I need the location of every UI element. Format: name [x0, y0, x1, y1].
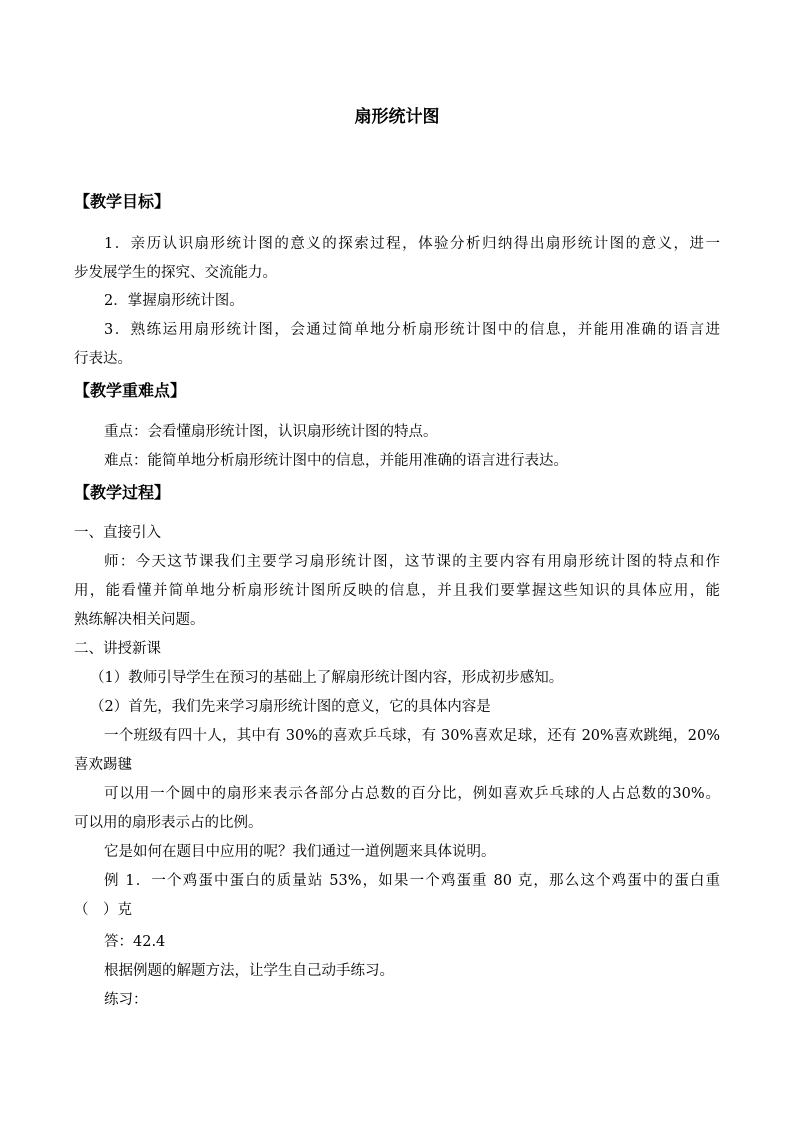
part-2-heading: 二、讲授新课	[74, 641, 161, 657]
section-heading-goals: 【教学目标】	[74, 192, 171, 211]
answer-text: 答：42.4	[104, 934, 166, 950]
transition-text: 它是如何在题目中应用的呢？我们通过一道例题来具体说明。	[104, 844, 496, 860]
goal-3-line-2: 行表达。	[74, 351, 132, 367]
goal-1-line-1: 1．亲历认识扇形统计图的意义的探索过程，体验分析归纳得出扇形统计图的意义，进一	[104, 236, 720, 252]
meaning-line-1: 可以用一个圆中的扇形来表示各部分占总数的百分比，例如喜欢乒乓球的人占总数的30%。	[104, 786, 720, 802]
page-title: 扇形统计图	[354, 107, 440, 127]
section-heading-key-points: 【教学重难点】	[74, 381, 187, 400]
part-1-heading: 一、直接引入	[74, 525, 161, 541]
example-line-1: 一个班级有四十人，其中有 30%的喜欢乒乓球，有 30%喜欢足球，还有 20%喜欢跳绳，20%	[104, 728, 720, 744]
example-line-2: 喜欢踢毽	[74, 757, 132, 773]
example-1-line-2: （ ）克	[74, 902, 132, 918]
meaning-line-2: 可以用的扇形表示占的比例。	[74, 815, 263, 831]
key-focus-text: 重点：会看懂扇形统计图，认识扇形统计图的特点。	[104, 424, 438, 440]
goal-3-line-1: 3．熟练运用扇形统计图，会通过简单地分析扇形统计图中的信息，并能用准确的语言进	[104, 322, 720, 338]
example-1-line-1: 例 1．一个鸡蛋中蛋白的质量站 53%，如果一个鸡蛋重 80 克，那么这个鸡蛋中的蛋白重	[104, 873, 720, 889]
practice-label: 练习：	[104, 992, 148, 1008]
section-heading-process: 【教学过程】	[74, 483, 171, 502]
step-2-text: （2）首先，我们先来学习扇形统计图的意义，它的具体内容是	[90, 699, 491, 715]
intro-para-line-2: 用，能看懂并简单地分析扇形统计图所反映的信息，并且我们要掌握这些知识的具体应用，能	[74, 583, 720, 599]
key-difficulty-text: 难点：能简单地分析扇形统计图中的信息，并能用准确的语言进行表达。	[104, 453, 568, 469]
step-1-text: （1）教师引导学生在预习的基础上了解扇形统计图内容，形成初步感知。	[90, 670, 564, 686]
intro-para-line-3: 熟练解决相关问题。	[74, 612, 205, 628]
intro-para-line-1: 师：今天这节课我们主要学习扇形统计图，这节课的主要内容有用扇形统计图的特点和作	[104, 554, 720, 570]
goal-2-line-1: 2．掌握扇形统计图。	[104, 293, 244, 309]
practice-intro-text: 根据例题的解题方法，让学生自己动手练习。	[104, 963, 394, 979]
goal-1-line-2: 步发展学生的探究、交流能力。	[74, 265, 277, 281]
